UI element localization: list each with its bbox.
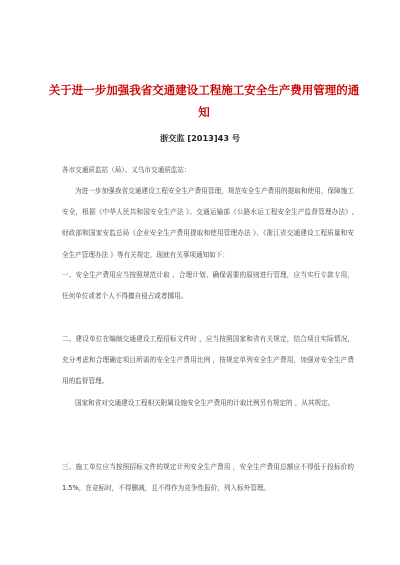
item-1-paragraph: 一、安全生产费用应当按照规范计取 、合理计划、确保需要的原则进行管理，应当实行专款专用，任何单位或者个人不得擅自侵占或者挪用。 <box>62 271 354 301</box>
item-2-paragraph: 二、建设单位在编制交通建设工程招标文件时 ，应当按照国家和省有关规定，结合项目实际情况，充分考虑和合理确定项目所需的安全生产费用比例 ，按规定单列安全生产费用，加强对安全生产费用的监督管理。 <box>62 335 354 386</box>
document-title: 关于进一步加强我省交通建设工程施工安全生产费用管理的通知 <box>48 83 360 119</box>
recipients-line: 各市交通质监站（局）、义乌市交通质监站： <box>62 166 191 174</box>
document-number: 浙交监 [2013]43 号 <box>159 133 241 143</box>
item-3-paragraph: 三、施工单位应当按照招标文件的规定计列安全生产费用 ，安全生产费用总额应不得低于投标价的 1.5%，在竞标时，不得删减，且不得作为竞争性报价，列入标外管理。 <box>62 463 357 493</box>
item-2-note-paragraph: 国家和省对交通建设工程相关附属设施安全生产费用的计取比例另有规定的 ，从其规定。 <box>75 399 335 407</box>
intro-paragraph: 为进一步加强我省交通建设工程安全生产费用管理，规范安全生产费用的提取和使用，保障施工安全，根据《中华人民共和国安全生产法 》、交通运输部《公路水运工程安全生产监督管理办法》, 财政部和国家安监总局《企业安全生产费用提取和使用管理办法 》、《浙江省交通建设工程质量和安全生产管理办法 》等有关规定，现就有关事项通知如下： <box>62 187 357 259</box>
